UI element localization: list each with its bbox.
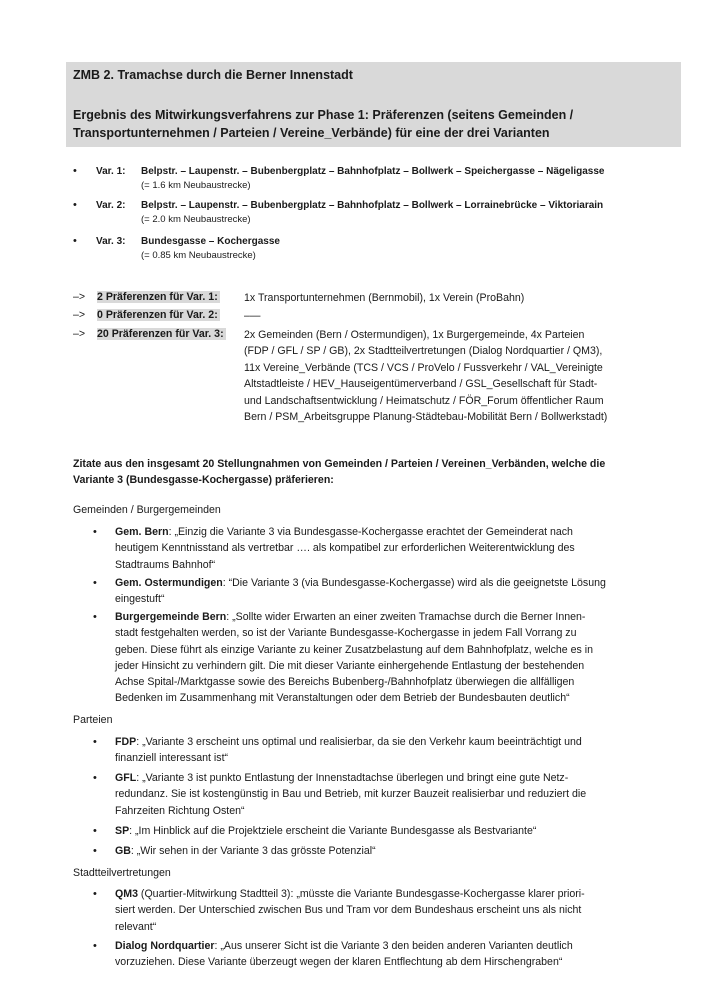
preference-line: (FDP / GFL / SP / GB), 2x Stadtteilvertretungen (Dialog Nordquartier / QM3),: [244, 345, 603, 358]
quote-line: Stadtraums Bahnhof“: [115, 558, 216, 571]
bullet-icon: •: [73, 165, 77, 177]
group-label-parteien: Parteien: [73, 714, 113, 726]
quote-line: (Quartier-Mitwirkung Stadtteil 3): „müsste die Variante Bundesgasse-Kochergasse klarer priori-: [137, 888, 585, 900]
variant-label: Var. 3:: [96, 236, 126, 247]
quote-author: QM3: [115, 888, 138, 900]
variant-route: Belpstr. – Laupenstr. – Bubenbergplatz – Bahnhofplatz – Bollwerk – Lorrainebrücke – Viktoriarain: [141, 200, 604, 211]
quote-author: GB: [115, 845, 131, 857]
quote-line: redundanz. Sie ist kostengünstig in Bau und Betrieb, mit kurzer Bauzeit realisierbar und reduziert die: [115, 788, 587, 801]
quote-line: : „Im Hinblick auf die Projektziele erscheint die Variante Bundesgasse als Bestvariante“: [129, 825, 537, 837]
bullet-icon: •: [93, 611, 97, 623]
quote-item-dialog-nordquartier: [93, 938, 573, 971]
quote-line: relevant“: [115, 920, 157, 933]
quote-item-gem-ostermundigen: [93, 575, 606, 608]
preference-label: 2 Präferenzen für Var. 1:: [97, 291, 218, 303]
bullet-icon: •: [93, 736, 97, 748]
quote-line: : „Einzig die Variante 3 via Bundesgasse-Kochergasse erachtet der Gemeinderat nach: [168, 526, 573, 538]
bullet-icon: •: [93, 825, 97, 837]
quote-line: finanziell interessant ist“: [115, 752, 229, 765]
arrow-icon: –>: [73, 309, 86, 321]
quote-line: Fahrzeiten Richtung Osten“: [115, 804, 245, 817]
bullet-icon: •: [73, 235, 77, 247]
quotes-heading-line-2: Variante 3 (Bundesgasse-Kochergasse) präferieren:: [73, 474, 334, 486]
quote-item-qm3: [93, 886, 585, 935]
quotes-heading-line-1: Zitate aus den insgesamt 20 Stellungnahmen von Gemeinden / Parteien / Vereinen_Verbänden, welche die: [73, 458, 606, 470]
quote-author: SP: [115, 825, 130, 837]
quote-line: vorzuziehen. Diese Variante überzeugt wegen der klaren Entflechtung ab dem Hirschengraben“: [115, 956, 563, 969]
bullet-icon: •: [93, 526, 97, 538]
bullet-icon: •: [93, 845, 97, 857]
quote-item-sp: [93, 823, 537, 839]
arrow-icon: –>: [73, 291, 86, 303]
arrow-icon: –>: [73, 328, 86, 340]
quote-line: : „Sollte wider Erwarten an einer zweiten Tramachse durch die Berner Innen-: [226, 611, 586, 623]
quote-line: : „Variante 3 ist punkto Entlastung der Innenstadtachse überlegen und bringt eine gute Netz-: [136, 772, 569, 784]
preference-text-var2: [244, 308, 261, 324]
quote-author: GFL: [115, 772, 137, 784]
bullet-icon: •: [93, 888, 97, 900]
variant-route: Bundesgasse – Kochergasse: [141, 236, 280, 247]
quote-line: jeder Hinsicht zu verhindern gilt. Die mit dieser Variante einhergehende Entlastung der bestehenden: [115, 659, 585, 672]
preference-line: und Landschaftsentwicklung / Heimatschutz / FÖR_Forum öffentlicher Raum: [244, 394, 604, 407]
variant-length: (= 2.0 km Neubaustrecke): [141, 214, 251, 225]
bullet-icon: •: [93, 577, 97, 589]
variant-label: Var. 1:: [96, 166, 126, 177]
quote-item-fdp: [93, 734, 582, 767]
preference-label: 20 Präferenzen für Var. 3:: [97, 328, 224, 340]
quote-line: Bedenken im Zusammenhang mit Veranstaltungen oder dem Betrieb der Bundesbauten deutlich“: [115, 692, 570, 705]
bullet-icon: •: [93, 772, 97, 784]
quote-author: Gem. Ostermundigen: [115, 577, 223, 589]
preference-line: 11x Vereine_Verbände (TCS / VCS / ProVelo / Fussverkehr / VAL_Vereinigte: [244, 361, 603, 374]
quote-line: geben. Diese führt als einzige Variante zu keiner Zusatzbelastung auf dem Bahnhofplatz, welche es in: [115, 643, 593, 656]
quote-item-gfl: [93, 770, 587, 819]
quote-item-gem-bern: [93, 524, 575, 573]
preference-line: –—: [244, 310, 261, 322]
quote-item-gb: [93, 843, 376, 859]
quote-author: FDP: [115, 736, 137, 748]
document-title: ZMB 2. Tramachse durch die Berner Innenstadt: [73, 68, 353, 82]
quote-line: : „Variante 3 erscheint uns optimal und realisierbar, da sie den Verkehr kaum beeinträchtigt und: [136, 736, 582, 748]
quotes-heading: [73, 456, 605, 488]
preference-line: 1x Transportunternehmen (Bernmobil), 1x Verein (ProBahn): [244, 292, 525, 304]
quote-line: eingestuft“: [115, 593, 165, 606]
quote-line: : “Die Variante 3 (via Bundesgasse-Kochergasse) wird als die geeignetste Lösung: [222, 577, 606, 589]
variant-length: (= 1.6 km Neubaustrecke): [141, 180, 251, 191]
quote-item-burgergemeinde: [93, 609, 593, 707]
subtitle-line-1: Ergebnis des Mitwirkungsverfahrens zur Phase 1: Präferenzen (seitens Gemeinden /: [73, 108, 574, 122]
variant-length: (= 0.85 km Neubaustrecke): [141, 250, 256, 261]
bullet-icon: •: [93, 940, 97, 952]
document-subtitle: [73, 106, 573, 142]
quote-line: : „Wir sehen in der Variante 3 das grösste Potenzial“: [130, 845, 376, 857]
group-label-gemeinden: Gemeinden / Burgergemeinden: [73, 504, 221, 516]
preference-line: Altstadtleiste / HEV_Hauseigentümerverband / GSL_Gesellschaft für Stadt-: [244, 378, 598, 391]
preference-line: Bern / PSM_Arbeitsgruppe Planung-Städtebau-Mobilität Bern / Bollwerkstadt): [244, 411, 608, 424]
quote-line: heutigem Kenntnisstand als vertretbar …. als kompatibel zur erforderlichen Weiterentwicklung des: [115, 542, 575, 555]
preference-text-var1: [244, 290, 524, 306]
preference-line: 2x Gemeinden (Bern / Ostermundigen), 1x Burgergemeinde, 4x Parteien: [244, 329, 585, 341]
variant-label: Var. 2:: [96, 200, 126, 211]
group-label-stadtteil: Stadtteilvertretungen: [73, 867, 171, 879]
preference-label: 0 Präferenzen für Var. 2:: [97, 309, 218, 321]
quote-author: Dialog Nordquartier: [115, 940, 215, 952]
variant-route: Belpstr. – Laupenstr. – Bubenbergplatz – Bahnhofplatz – Bollwerk – Speichergasse – Nägeligasse: [141, 166, 605, 177]
preference-text-var3: [244, 327, 607, 425]
quote-line: Achse Spital-/Marktgasse sowie des Bereichs Bubenberg-/Bahnhofplatz überwiegen die allfälligen: [115, 676, 575, 689]
quote-author: Burgergemeinde Bern: [115, 611, 227, 623]
quote-line: : „Aus unserer Sicht ist die Variante 3 den beiden anderen Varianten deutlich: [214, 940, 573, 952]
quote-line: siert werden. Der Unterschied zwischen Bus und Tram vor dem Bundeshaus erscheint uns als nicht: [115, 904, 582, 917]
bullet-icon: •: [73, 199, 77, 211]
subtitle-line-2: Transportunternehmen / Parteien / Vereine_Verbände) für eine der drei Varianten: [73, 126, 550, 140]
quote-line: stadt festgehalten werden, so ist der Variante Bundesgasse-Kochergasse in jedem Fall Vorrang zu: [115, 627, 577, 640]
quote-author: Gem. Bern: [115, 526, 169, 538]
